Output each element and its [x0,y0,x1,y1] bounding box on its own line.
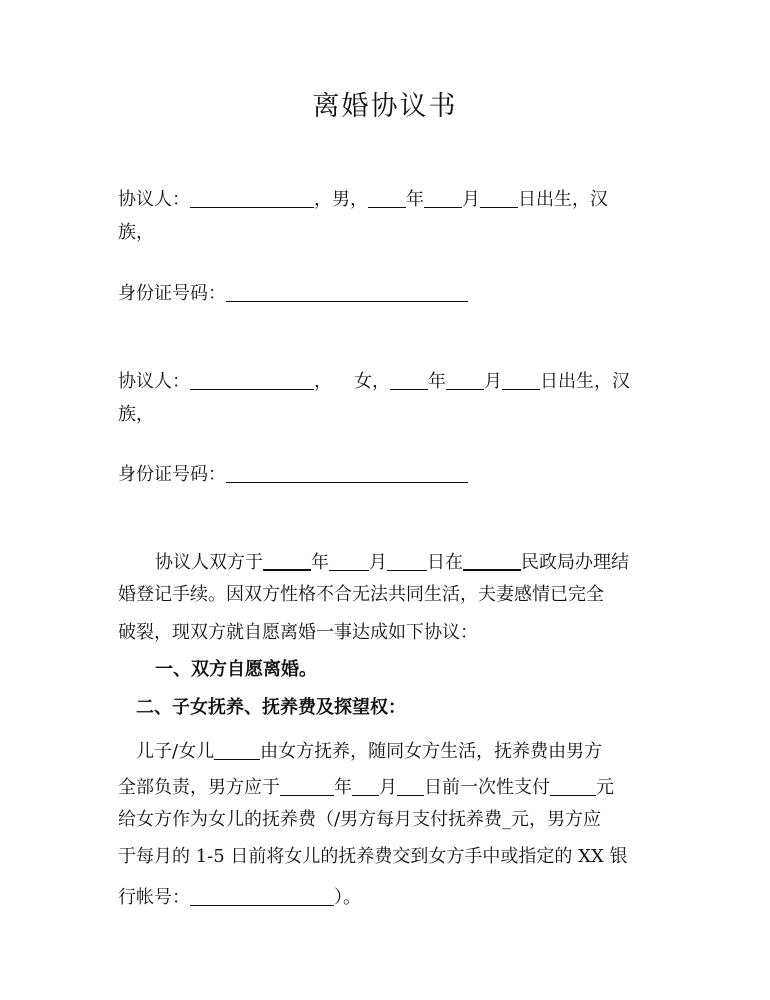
party2-month-blank [446,371,484,390]
party1-id-label: 身份证号码： [118,283,226,304]
party2-month-label: 月 [484,371,502,392]
party2-id-label: 身份证号码： [118,464,226,485]
party2-gender: 女， [354,371,390,392]
party1-ethnicity: 族， [118,222,154,243]
payment-amount-blank [550,777,596,796]
child-line-1 [136,738,602,761]
child-line-2 [118,774,614,797]
account-close: ）。 [334,887,361,908]
child-text-a: 儿子/女儿 [136,741,215,762]
intro-year-label: 年 [311,552,329,573]
party2-day-blank [502,371,540,390]
child-line-5 [118,884,361,907]
intro-line-1 [155,548,629,572]
marriage-day-blank [387,552,427,571]
section-1-heading: 一、双方自愿离婚。 [155,659,317,680]
party1-month-blank [424,189,462,208]
party2-name-blank [190,371,314,390]
party1-month-label: 月 [462,189,480,210]
intro-text-a: 协议人双方于 [155,552,263,573]
child-text-2a: 全部负责，男方应于 [118,777,280,798]
section-2-heading: 二、子女抚养、抚养费及探望权： [136,697,406,718]
marriage-year-blank [263,551,311,571]
bureau-blank [463,551,521,571]
account-number-blank [190,887,334,906]
intro-line-2: 婚登记手续。因双方性格不合无法共同生活，夫妻感情已完全 [118,584,604,605]
intro-day-label: 日在 [427,552,463,573]
party1-day-blank [480,189,518,208]
party1-gender: ，男， [314,189,368,210]
party1-name-blank [190,189,314,208]
party1-year-blank [368,189,406,208]
party1-id-blank [226,283,468,302]
party2-year-label: 年 [428,371,446,392]
payment-day-blank [397,777,424,796]
document-title: 离婚协议书 [312,91,458,122]
marriage-month-blank [329,552,369,571]
party2-id-line [118,461,468,484]
payment-year-blank [280,777,334,796]
payment-year-label: 年 [334,777,352,798]
child-text-2d: 日前一次性支付 [424,777,550,798]
party1-birth-label: 日出生，汉 [518,189,608,210]
payment-month-blank [352,777,379,796]
child-name-blank [214,741,260,760]
child-line-3: 给女方作为女儿的抚养费（/男方每月支付抚养费_元，男方应 [118,809,602,830]
party2-birth-label: 日出生，汉 [540,371,630,392]
intro-month-label: 月 [369,552,387,573]
party1-year-label: 年 [406,189,424,210]
party2-ethnicity: 族， [118,404,154,425]
child-text-2e: 元 [596,777,614,798]
child-text-b: 由女方抚养，随同女方生活，抚养费由男方 [260,741,603,762]
intro-text-e: 民政局办理结 [521,552,629,573]
intro-line-3: 破裂，现双方就自愿离婚一事达成如下协议： [118,622,478,643]
party1-label: 协议人： [118,189,190,210]
payment-month-label: 月 [379,777,397,798]
party2-line [118,368,630,391]
party1-id-line [118,280,468,303]
account-label: 行帐号： [118,887,190,908]
child-line-4: 于每月的 1-5 日前将女儿的抚养费交到女方手中或指定的 XX 银 [118,846,628,867]
party2-id-blank [226,464,468,483]
party1-line [118,186,608,209]
party2-year-blank [390,371,428,390]
party2-label: 协议人： [118,371,190,392]
party2-sep: ， [314,371,332,392]
